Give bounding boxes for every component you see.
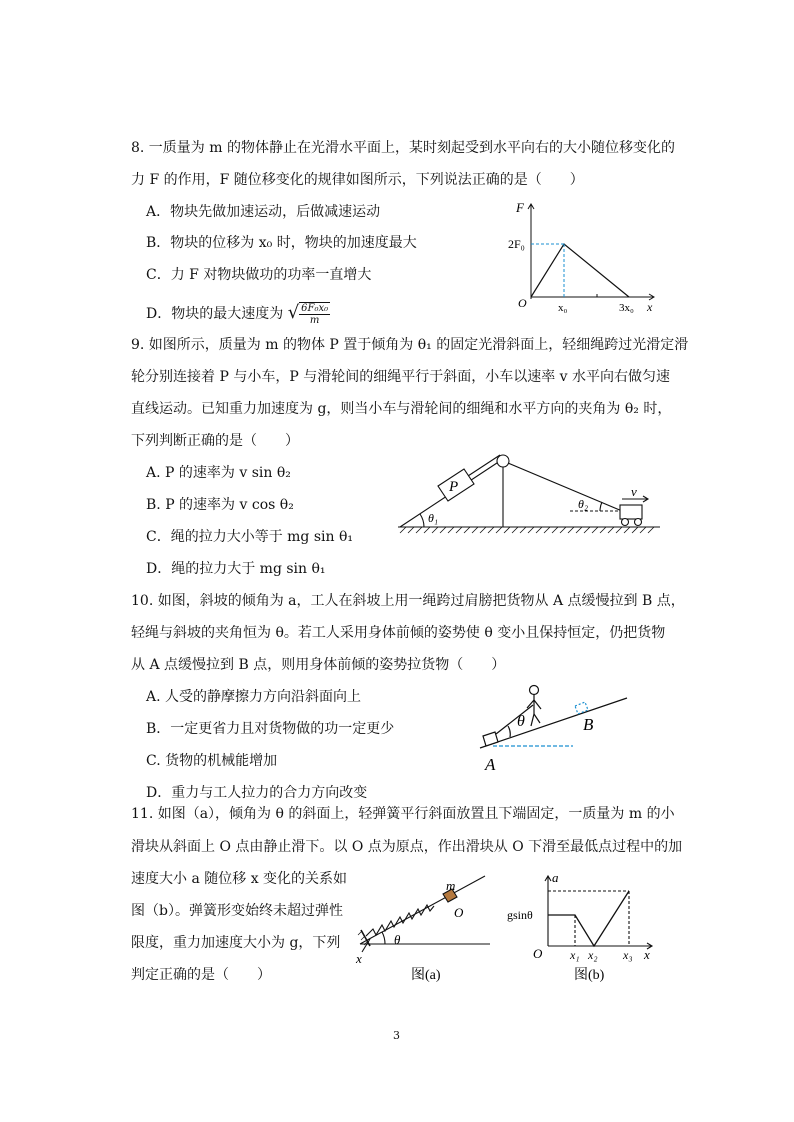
q11b-graph <box>548 891 629 946</box>
page-number: 3 <box>393 1029 400 1042</box>
q9-option-a: A. P 的速率为 v sin θ₂ <box>146 465 291 481</box>
q11a-fig-x: x <box>356 951 362 966</box>
q9-fig-P: P <box>449 479 459 495</box>
q8-fig-3x0: 3x₀ <box>619 302 634 314</box>
q9-stem-line3: 直线运动。已知重力加速度为 g，则当小车与滑轮间的细绳和水平方向的夹角为 θ₂ 时， <box>131 401 672 417</box>
q10-fig-theta: θ <box>517 713 525 730</box>
q10-option-a: A. 人受的静摩擦力方向沿斜面向上 <box>146 689 362 705</box>
q8-fig-O: O <box>518 296 527 310</box>
q10-stem-line1: 10. 如图，斜坡的倾角为 a，工人在斜坡上用一绳跨过肩膀把货物从 A 点缓慢拉到 B 点， <box>131 593 685 609</box>
q9-stem-line2: 轮分别连接着 P 与小车，P 与滑轮间的细绳平行于斜面，小车以速率 v 水平向右做匀速 <box>131 369 670 385</box>
q8-stem-line2: 力 F 的作用，F 随位移变化的规律如图所示，下列说法正确的是（ ） <box>131 172 584 188</box>
q11b-fig-x3: x₃ <box>623 948 633 962</box>
q9-option-d: D．绳的拉力大于 mg sin θ₁ <box>146 561 326 577</box>
q9-option-b: B. P 的速率为 v cos θ₂ <box>146 497 294 513</box>
q11b-fig-x: x <box>644 947 650 962</box>
q8-option-d-den: m <box>309 315 320 326</box>
q11a-fig-O: O <box>454 905 464 920</box>
q8-option-d-radical: √ <box>287 302 300 323</box>
q11a-fig-theta: θ <box>394 932 401 947</box>
q8-option-d-text: D．物块的最大速度为 <box>146 306 284 322</box>
q8-fig-x: x <box>647 300 653 314</box>
q11b-fig-x2: x₂ <box>588 948 598 962</box>
q11b-caption: 图(b) <box>574 968 605 983</box>
q9-stem-line4: 下列判断正确的是（ ） <box>131 433 299 449</box>
q11-stem-line5: 限度，重力加速度大小为 g，下列 <box>131 935 341 951</box>
q11b-fig-O: O <box>533 946 543 961</box>
q11a-fig-m: m <box>446 878 456 893</box>
q11-stem-line6: 判定正确的是（ ） <box>131 967 271 983</box>
q9-option-c: C．绳的拉力大小等于 mg sin θ₁ <box>146 529 354 545</box>
q10-option-d: D．重力与工人拉力的合力方向改变 <box>146 785 368 801</box>
q9-stem-line1: 9. 如图所示，质量为 m 的物体 P 置于倾角为 θ₁ 的固定光滑斜面上，轻细绳跨过光滑定滑 <box>131 337 689 353</box>
q8-fig-F: F <box>516 200 524 215</box>
q8-stem-line1: 8. 一质量为 m 的物体静止在光滑水平面上，某时刻起受到水平向右的大小随位移变化的 <box>131 140 675 156</box>
q11-stem-line1: 11. 如图（a），倾角为 θ 的斜面上，轻弹簧平行斜面放置且下端固定，一质量为 m 的小 <box>131 806 675 822</box>
q10-fig-A: A <box>485 755 496 774</box>
q10-option-c: C. 货物的机械能增加 <box>146 753 278 769</box>
q9-fig-v: v <box>631 484 637 499</box>
q11-stem-line4: 图（b）。弹簧形变始终未超过弹性 <box>131 903 343 919</box>
q8-option-a: A．物块先做加速运动，后做减速运动 <box>146 204 381 220</box>
q11b-fig-gsin: gsinθ <box>507 908 533 922</box>
q11-stem-line3: 速度大小 a 随位移 x 变化的关系如 <box>131 871 348 887</box>
q9-fig-theta1: θ₁ <box>428 511 439 525</box>
q11-stem-line2: 滑块从斜面上 O 点由静止滑下。以 O 点为原点，作出滑块从 O 下滑至最低点过程中的加 <box>131 839 683 855</box>
q10-stem-line2: 轻绳与斜坡的夹角恒为 θ。若工人采用身体前倾的姿势使 θ 变小且保持恒定，仍把货物 <box>131 625 666 641</box>
q8-fig-x0: x₀ <box>558 302 568 314</box>
q8-fig-2F0: 2F₀ <box>508 237 525 251</box>
q11a-caption: 图(a) <box>411 968 441 983</box>
q11b-fig-x1: x₁ <box>570 948 580 962</box>
q9-fig-theta2: θ₂ <box>578 497 589 511</box>
q10-stem-line3: 从 A 点缓慢拉到 B 点，则用身体前倾的姿势拉货物（ ） <box>131 657 506 673</box>
q10-option-b: B．一定更省力且对货物做的功一定更少 <box>146 721 395 737</box>
q8-option-d-num: 6F₀x₀ <box>301 303 329 314</box>
q10-fig-B: B <box>583 715 594 734</box>
q11b-fig-a: a <box>552 870 559 885</box>
q8-option-c: C．力 F 对物块做功的功率一直增大 <box>146 267 372 283</box>
q8-option-b: B．物块的位移为 x₀ 时，物块的加速度最大 <box>146 235 417 251</box>
